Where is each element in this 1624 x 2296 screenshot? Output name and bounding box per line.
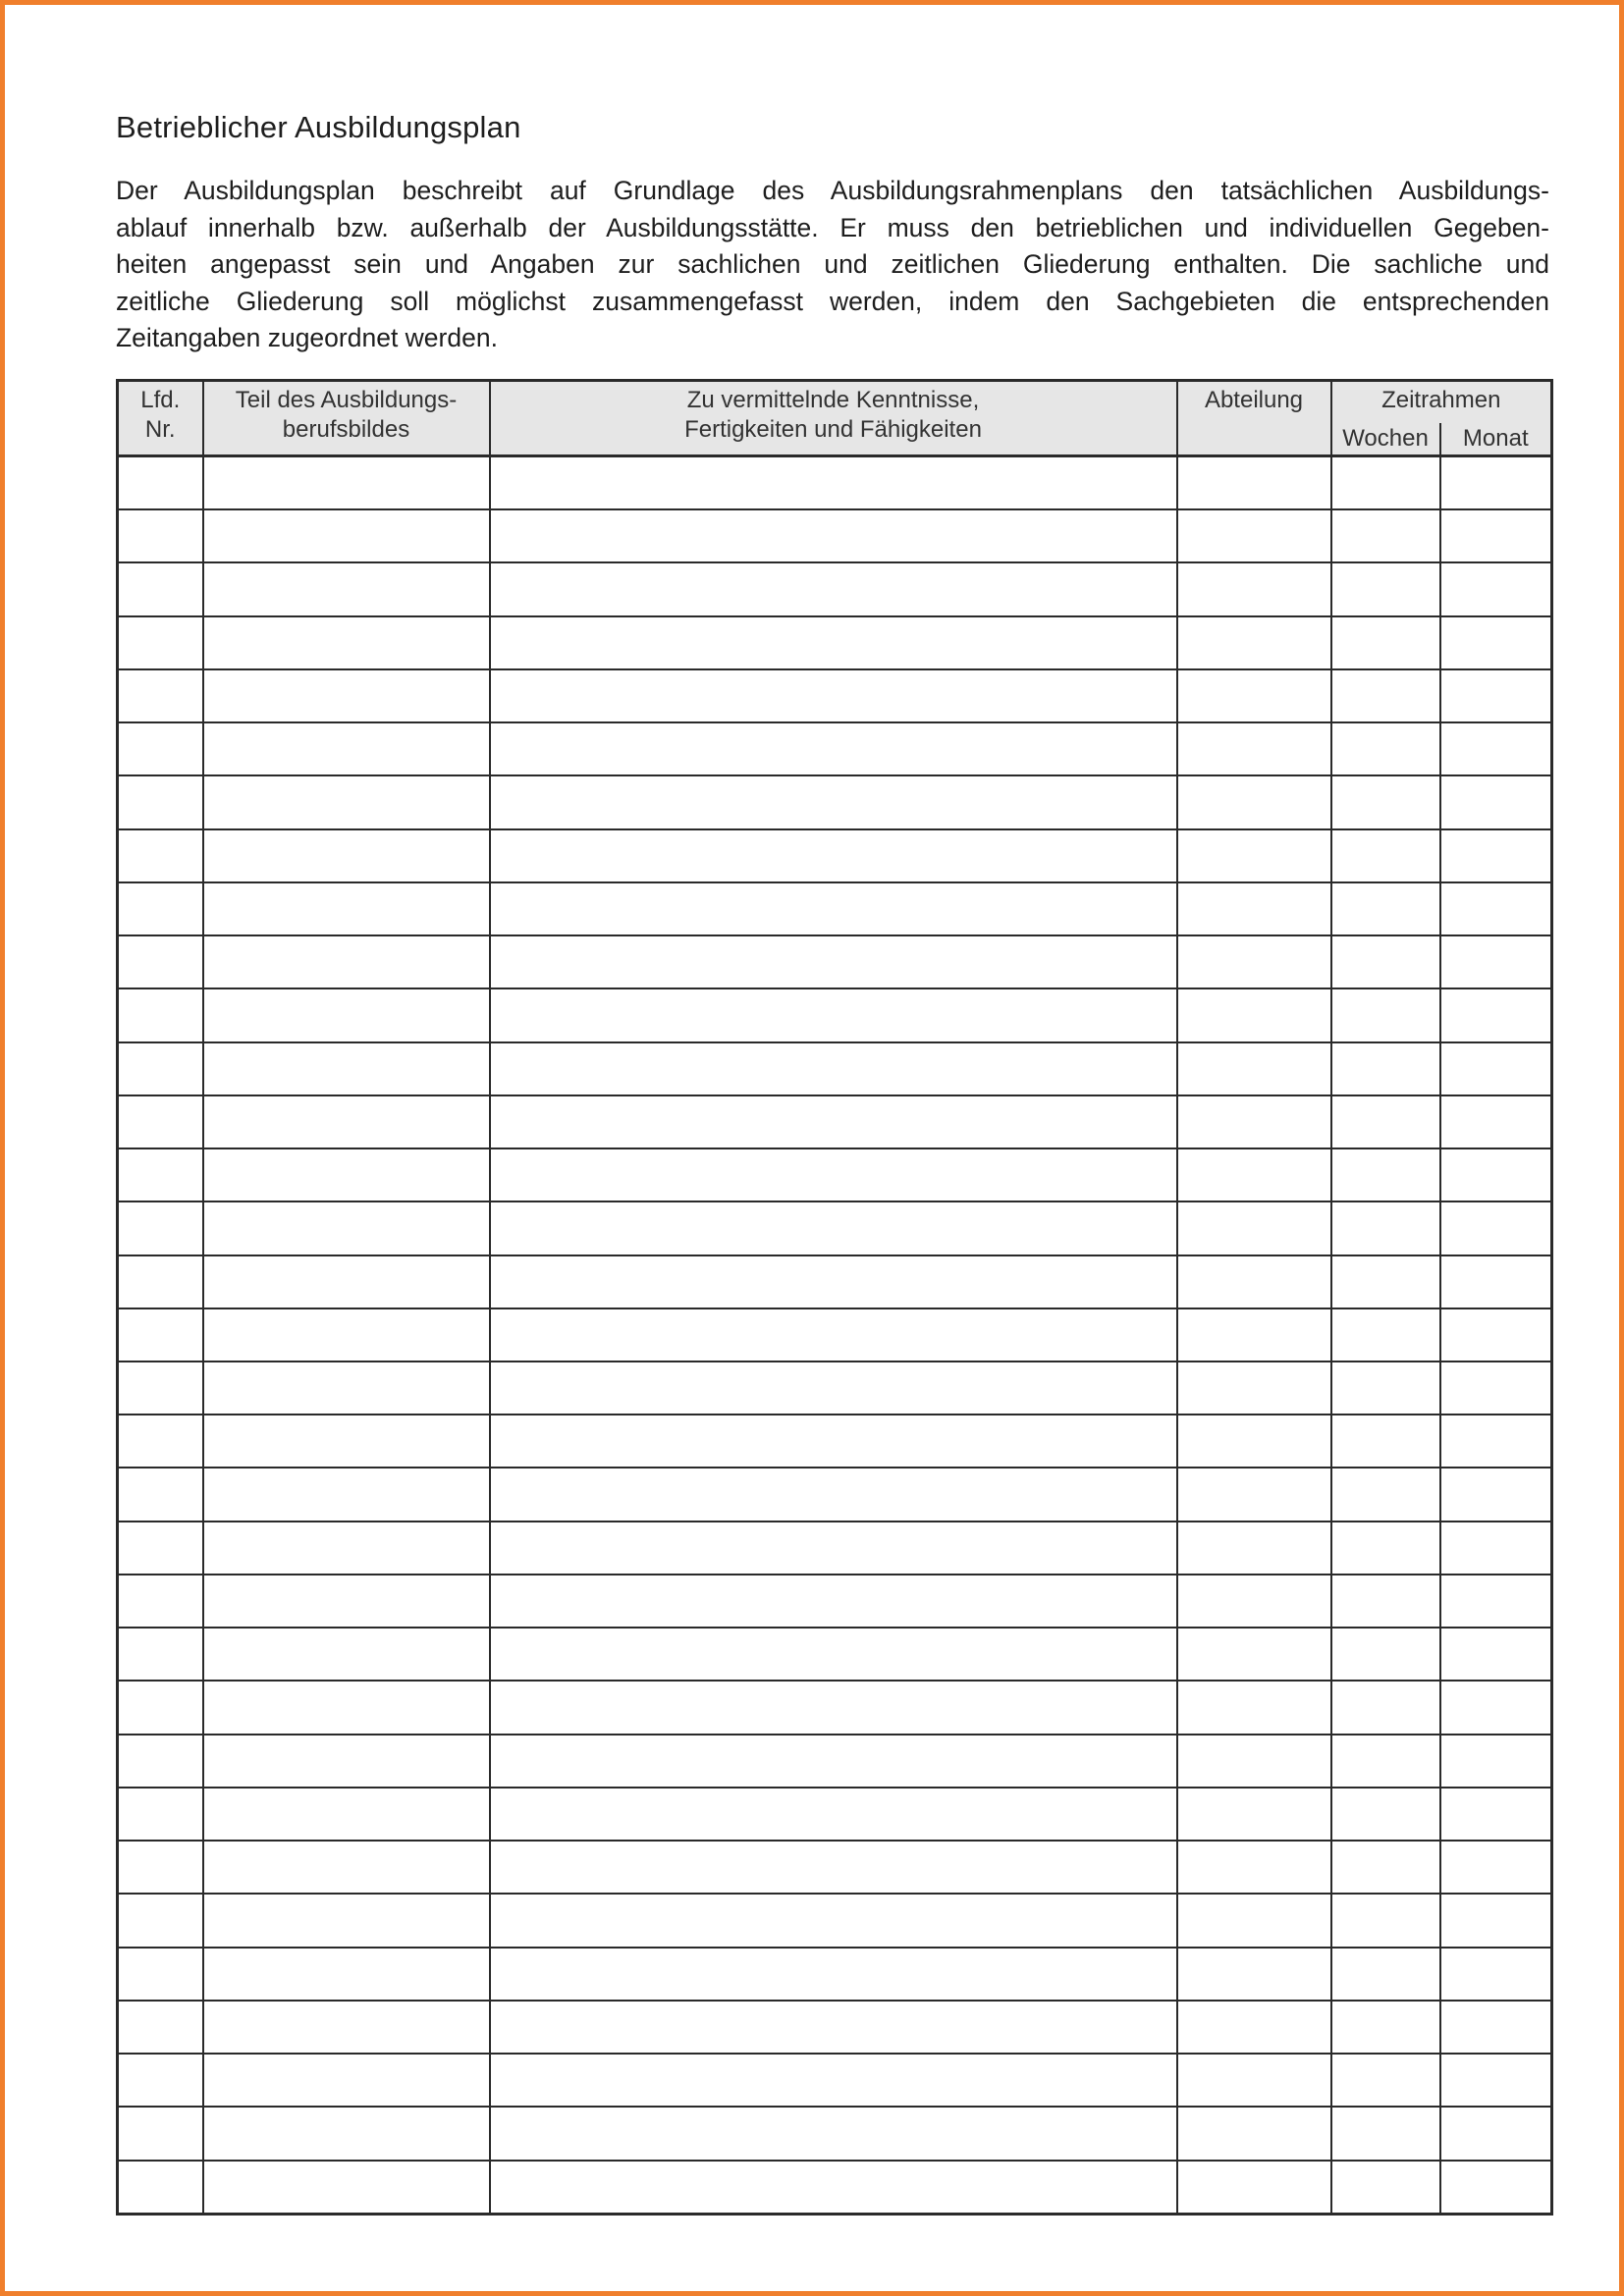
table-row [118, 1522, 1552, 1575]
cell-monat[interactable] [1440, 1681, 1552, 1734]
cell-kenntnisse[interactable] [490, 1522, 1177, 1575]
cell-wochen[interactable] [1331, 1628, 1440, 1681]
table-row [118, 1628, 1552, 1681]
cell-lfd-nr[interactable] [118, 509, 203, 562]
cell-lfd-nr[interactable] [118, 882, 203, 935]
intro-line: Der Ausbildungsplan beschreibt auf Grundlage des Ausbildungsrahmenplans den tatsächlichen Ausbildungs- [116, 176, 1549, 205]
cell-wochen[interactable] [1331, 1255, 1440, 1308]
cell-abteilung[interactable] [1177, 2001, 1331, 2054]
cell-kenntnisse[interactable] [490, 669, 1177, 722]
cell-abteilung[interactable] [1177, 2054, 1331, 2107]
cell-lfd-nr[interactable] [118, 562, 203, 615]
cell-monat[interactable] [1440, 1042, 1552, 1095]
cell-abteilung[interactable] [1177, 562, 1331, 615]
cell-abteilung[interactable] [1177, 1042, 1331, 1095]
cell-monat[interactable] [1440, 2001, 1552, 2054]
cell-wochen[interactable] [1331, 1788, 1440, 1841]
table-row [118, 509, 1552, 562]
cell-monat[interactable] [1440, 1841, 1552, 1894]
cell-kenntnisse[interactable] [490, 722, 1177, 775]
cell-teil-berufsbild[interactable] [203, 509, 490, 562]
table-row [118, 1841, 1552, 1894]
cell-monat[interactable] [1440, 1201, 1552, 1255]
cell-kenntnisse[interactable] [490, 1095, 1177, 1148]
cell-abteilung[interactable] [1177, 1468, 1331, 1521]
cell-abteilung[interactable] [1177, 775, 1331, 828]
cell-kenntnisse[interactable] [490, 1841, 1177, 1894]
cell-teil-berufsbild[interactable] [203, 562, 490, 615]
cell-teil-berufsbild[interactable] [203, 1628, 490, 1681]
table-row [118, 562, 1552, 615]
cell-kenntnisse[interactable] [490, 935, 1177, 988]
cell-kenntnisse[interactable] [490, 829, 1177, 882]
cell-abteilung[interactable] [1177, 935, 1331, 988]
cell-lfd-nr[interactable] [118, 669, 203, 722]
cell-teil-berufsbild[interactable] [203, 456, 490, 510]
cell-teil-berufsbild[interactable] [203, 1948, 490, 2001]
header-lfd-line2: Nr. [144, 416, 176, 443]
cell-lfd-nr[interactable] [118, 1308, 203, 1362]
cell-monat[interactable] [1440, 669, 1552, 722]
cell-lfd-nr[interactable] [118, 1681, 203, 1734]
cell-kenntnisse[interactable] [490, 2001, 1177, 2054]
header-kenntnisse [490, 381, 1177, 456]
cell-kenntnisse[interactable] [490, 1308, 1177, 1362]
header-monat: Monat [1440, 423, 1552, 456]
cell-wochen[interactable] [1331, 2161, 1440, 2215]
cell-wochen[interactable] [1331, 1894, 1440, 1947]
cell-teil-berufsbild[interactable] [203, 1095, 490, 1148]
cell-monat[interactable] [1440, 722, 1552, 775]
table-body [118, 456, 1552, 2215]
cell-kenntnisse[interactable] [490, 2161, 1177, 2215]
cell-wochen[interactable] [1331, 2001, 1440, 2054]
cell-lfd-nr[interactable] [118, 1948, 203, 2001]
table-row [118, 1948, 1552, 2001]
cell-kenntnisse[interactable] [490, 775, 1177, 828]
table-row [118, 935, 1552, 988]
header-kenntnisse-line1: Zu vermittelnde Kenntnisse, [686, 387, 980, 413]
cell-abteilung[interactable] [1177, 988, 1331, 1041]
cell-teil-berufsbild[interactable] [203, 775, 490, 828]
cell-wochen[interactable] [1331, 1148, 1440, 1201]
cell-wochen[interactable] [1331, 2107, 1440, 2160]
cell-monat[interactable] [1440, 1948, 1552, 2001]
cell-lfd-nr[interactable] [118, 1148, 203, 1201]
cell-lfd-nr[interactable] [118, 1042, 203, 1095]
header-teil-line1: Teil des Ausbildungs- [235, 387, 458, 413]
cell-wochen[interactable] [1331, 1681, 1440, 1734]
cell-teil-berufsbild[interactable] [203, 2107, 490, 2160]
cell-lfd-nr[interactable] [118, 1841, 203, 1894]
intro-line: heiten angepasst sein und Angaben zur sachlichen und zeitlichen Gliederung enthalten. Die sachliche und [116, 249, 1549, 279]
cell-wochen[interactable] [1331, 1735, 1440, 1788]
cell-monat[interactable] [1440, 1362, 1552, 1415]
cell-kenntnisse[interactable] [490, 2107, 1177, 2160]
cell-teil-berufsbild[interactable] [203, 2054, 490, 2107]
cell-abteilung[interactable] [1177, 456, 1331, 510]
cell-wochen[interactable] [1331, 775, 1440, 828]
cell-lfd-nr[interactable] [118, 1468, 203, 1521]
table-row [118, 1362, 1552, 1415]
cell-teil-berufsbild[interactable] [203, 669, 490, 722]
cell-lfd-nr[interactable] [118, 1415, 203, 1468]
cell-wochen[interactable] [1331, 2054, 1440, 2107]
cell-teil-berufsbild[interactable] [203, 882, 490, 935]
cell-wochen[interactable] [1331, 988, 1440, 1041]
cell-monat[interactable] [1440, 882, 1552, 935]
cell-kenntnisse[interactable] [490, 1948, 1177, 2001]
intro-line: ablauf innerhalb bzw. außerhalb der Ausbildungsstätte. Er muss den betrieblichen und individuellen Gegeben- [116, 212, 1549, 242]
cell-monat[interactable] [1440, 456, 1552, 510]
cell-teil-berufsbild[interactable] [203, 1201, 490, 1255]
cell-lfd-nr[interactable] [118, 1255, 203, 1308]
cell-abteilung[interactable] [1177, 509, 1331, 562]
cell-teil-berufsbild[interactable] [203, 1841, 490, 1894]
cell-wochen[interactable] [1331, 1042, 1440, 1095]
cell-kenntnisse[interactable] [490, 1468, 1177, 1521]
table-row [118, 722, 1552, 775]
cell-abteilung[interactable] [1177, 1522, 1331, 1575]
intro-line: Zeitangaben zugeordnet werden. [116, 323, 498, 352]
cell-monat[interactable] [1440, 829, 1552, 882]
cell-monat[interactable] [1440, 775, 1552, 828]
intro-line: zeitliche Gliederung soll möglichst zusammengefasst werden, indem den Sachgebieten die entsprechenden [116, 286, 1549, 316]
cell-monat[interactable] [1440, 2107, 1552, 2160]
header-zeitrahmen [1331, 381, 1552, 424]
cell-monat[interactable] [1440, 1415, 1552, 1468]
cell-monat[interactable] [1440, 1468, 1552, 1521]
cell-teil-berufsbild[interactable] [203, 1681, 490, 1734]
cell-abteilung[interactable] [1177, 1362, 1331, 1415]
cell-abteilung[interactable] [1177, 1681, 1331, 1734]
table-row [118, 1681, 1552, 1734]
cell-teil-berufsbild[interactable] [203, 616, 490, 669]
cell-lfd-nr[interactable] [118, 2054, 203, 2107]
cell-wochen[interactable] [1331, 829, 1440, 882]
cell-lfd-nr[interactable] [118, 2161, 203, 2215]
cell-lfd-nr[interactable] [118, 1894, 203, 1947]
cell-kenntnisse[interactable] [490, 616, 1177, 669]
cell-teil-berufsbild[interactable] [203, 988, 490, 1041]
cell-monat[interactable] [1440, 2161, 1552, 2215]
cell-monat[interactable] [1440, 1894, 1552, 1947]
header-zeitrahmen-label: Zeitrahmen [1381, 387, 1501, 413]
cell-lfd-nr[interactable] [118, 1201, 203, 1255]
header-abteilung [1177, 381, 1331, 456]
cell-kenntnisse[interactable] [490, 1255, 1177, 1308]
cell-wochen[interactable] [1331, 1415, 1440, 1468]
cell-monat[interactable] [1440, 2054, 1552, 2107]
cell-kenntnisse[interactable] [490, 562, 1177, 615]
cell-teil-berufsbild[interactable] [203, 2161, 490, 2215]
cell-wochen[interactable] [1331, 1468, 1440, 1521]
cell-kenntnisse[interactable] [490, 882, 1177, 935]
cell-abteilung[interactable] [1177, 1148, 1331, 1201]
cell-wochen[interactable] [1331, 456, 1440, 510]
cell-monat[interactable] [1440, 1735, 1552, 1788]
cell-wochen[interactable] [1331, 1948, 1440, 2001]
cell-abteilung[interactable] [1177, 1201, 1331, 1255]
table-row [118, 2001, 1552, 2054]
cell-teil-berufsbild[interactable] [203, 829, 490, 882]
cell-teil-berufsbild[interactable] [203, 2001, 490, 2054]
cell-wochen[interactable] [1331, 1575, 1440, 1628]
cell-abteilung[interactable] [1177, 722, 1331, 775]
cell-teil-berufsbild[interactable] [203, 1894, 490, 1947]
header-teil-berufsbild [203, 381, 490, 456]
cell-lfd-nr[interactable] [118, 722, 203, 775]
cell-lfd-nr[interactable] [118, 775, 203, 828]
table-row [118, 1095, 1552, 1148]
training-plan-table [116, 379, 1553, 2216]
cell-kenntnisse[interactable] [490, 509, 1177, 562]
table-row [118, 1415, 1552, 1468]
cell-wochen[interactable] [1331, 669, 1440, 722]
cell-kenntnisse[interactable] [490, 1735, 1177, 1788]
cell-abteilung[interactable] [1177, 1308, 1331, 1362]
cell-monat[interactable] [1440, 1522, 1552, 1575]
cell-lfd-nr[interactable] [118, 1095, 203, 1148]
cell-wochen[interactable] [1331, 616, 1440, 669]
cell-monat[interactable] [1440, 1628, 1552, 1681]
table-row [118, 456, 1552, 510]
cell-wochen[interactable] [1331, 1095, 1440, 1148]
cell-teil-berufsbild[interactable] [203, 1522, 490, 1575]
table-row [118, 1255, 1552, 1308]
cell-monat[interactable] [1440, 988, 1552, 1041]
cell-kenntnisse[interactable] [490, 1681, 1177, 1734]
cell-wochen[interactable] [1331, 1522, 1440, 1575]
cell-kenntnisse[interactable] [490, 1628, 1177, 1681]
cell-abteilung[interactable] [1177, 616, 1331, 669]
cell-wochen[interactable] [1331, 1841, 1440, 1894]
cell-lfd-nr[interactable] [118, 1522, 203, 1575]
header-kenntnisse-line2: Fertigkeiten und Fähigkeiten [684, 416, 982, 443]
cell-teil-berufsbild[interactable] [203, 722, 490, 775]
cell-kenntnisse[interactable] [490, 1575, 1177, 1628]
header-lfd-nr [118, 381, 203, 456]
table-row [118, 2161, 1552, 2215]
cell-abteilung[interactable] [1177, 1948, 1331, 2001]
cell-monat[interactable] [1440, 509, 1552, 562]
table-header [118, 381, 1552, 456]
cell-monat[interactable] [1440, 1095, 1552, 1148]
cell-teil-berufsbild[interactable] [203, 1255, 490, 1308]
cell-kenntnisse[interactable] [490, 1148, 1177, 1201]
cell-lfd-nr[interactable] [118, 2107, 203, 2160]
cell-kenntnisse[interactable] [490, 456, 1177, 510]
cell-wochen[interactable] [1331, 882, 1440, 935]
table-row [118, 1735, 1552, 1788]
cell-monat[interactable] [1440, 1255, 1552, 1308]
cell-wochen[interactable] [1331, 562, 1440, 615]
table-row [118, 775, 1552, 828]
cell-wochen[interactable] [1331, 935, 1440, 988]
cell-monat[interactable] [1440, 1788, 1552, 1841]
cell-abteilung[interactable] [1177, 1575, 1331, 1628]
cell-teil-berufsbild[interactable] [203, 935, 490, 988]
table-row [118, 1788, 1552, 1841]
cell-abteilung[interactable] [1177, 1628, 1331, 1681]
cell-teil-berufsbild[interactable] [203, 1788, 490, 1841]
cell-kenntnisse[interactable] [490, 1788, 1177, 1841]
cell-wochen[interactable] [1331, 509, 1440, 562]
cell-kenntnisse[interactable] [490, 1894, 1177, 1947]
cell-lfd-nr[interactable] [118, 829, 203, 882]
cell-lfd-nr[interactable] [118, 1788, 203, 1841]
cell-lfd-nr[interactable] [118, 935, 203, 988]
cell-kenntnisse[interactable] [490, 2054, 1177, 2107]
cell-lfd-nr[interactable] [118, 616, 203, 669]
table-row [118, 882, 1552, 935]
header-lfd-line1: Lfd. [140, 387, 181, 413]
header-wochen: Wochen [1331, 423, 1440, 456]
table-row [118, 829, 1552, 882]
cell-monat[interactable] [1440, 1308, 1552, 1362]
cell-kenntnisse[interactable] [490, 1201, 1177, 1255]
cell-kenntnisse[interactable] [490, 1415, 1177, 1468]
cell-abteilung[interactable] [1177, 1415, 1331, 1468]
cell-abteilung[interactable] [1177, 669, 1331, 722]
cell-lfd-nr[interactable] [118, 1628, 203, 1681]
table-row [118, 616, 1552, 669]
cell-abteilung[interactable] [1177, 882, 1331, 935]
cell-teil-berufsbild[interactable] [203, 1362, 490, 1415]
cell-lfd-nr[interactable] [118, 1575, 203, 1628]
cell-teil-berufsbild[interactable] [203, 1148, 490, 1201]
cell-kenntnisse[interactable] [490, 1362, 1177, 1415]
cell-monat[interactable] [1440, 616, 1552, 669]
table-row [118, 1894, 1552, 1947]
cell-lfd-nr[interactable] [118, 2001, 203, 2054]
cell-abteilung[interactable] [1177, 2161, 1331, 2215]
cell-monat[interactable] [1440, 562, 1552, 615]
cell-wochen[interactable] [1331, 722, 1440, 775]
cell-kenntnisse[interactable] [490, 988, 1177, 1041]
cell-abteilung[interactable] [1177, 1894, 1331, 1947]
cell-teil-berufsbild[interactable] [203, 1308, 490, 1362]
cell-abteilung[interactable] [1177, 2107, 1331, 2160]
table-row [118, 988, 1552, 1041]
table-row [118, 1575, 1552, 1628]
cell-wochen[interactable] [1331, 1362, 1440, 1415]
table-row [118, 1042, 1552, 1095]
cell-wochen[interactable] [1331, 1308, 1440, 1362]
cell-monat[interactable] [1440, 1575, 1552, 1628]
cell-lfd-nr[interactable] [118, 1362, 203, 1415]
table-row [118, 1468, 1552, 1521]
document-title: Betrieblicher Ausbildungsplan [116, 110, 521, 144]
header-abteilung-label: Abteilung [1204, 387, 1304, 413]
intro-paragraph [116, 173, 1549, 357]
cell-lfd-nr[interactable] [118, 1735, 203, 1788]
header-teil-line2: berufsbildes [282, 416, 410, 443]
cell-kenntnisse[interactable] [490, 1042, 1177, 1095]
table-row [118, 1308, 1552, 1362]
cell-wochen[interactable] [1331, 1201, 1440, 1255]
cell-abteilung[interactable] [1177, 1735, 1331, 1788]
cell-abteilung[interactable] [1177, 1788, 1331, 1841]
cell-abteilung[interactable] [1177, 829, 1331, 882]
table-row [118, 2054, 1552, 2107]
cell-lfd-nr[interactable] [118, 456, 203, 510]
cell-monat[interactable] [1440, 935, 1552, 988]
cell-teil-berufsbild[interactable] [203, 1575, 490, 1628]
cell-abteilung[interactable] [1177, 1255, 1331, 1308]
cell-teil-berufsbild[interactable] [203, 1735, 490, 1788]
cell-teil-berufsbild[interactable] [203, 1415, 490, 1468]
cell-abteilung[interactable] [1177, 1841, 1331, 1894]
cell-teil-berufsbild[interactable] [203, 1468, 490, 1521]
table-row [118, 1148, 1552, 1201]
table-row [118, 2107, 1552, 2160]
table-row [118, 1201, 1552, 1255]
cell-abteilung[interactable] [1177, 1095, 1331, 1148]
cell-teil-berufsbild[interactable] [203, 1042, 490, 1095]
cell-monat[interactable] [1440, 1148, 1552, 1201]
cell-lfd-nr[interactable] [118, 988, 203, 1041]
table-row [118, 669, 1552, 722]
